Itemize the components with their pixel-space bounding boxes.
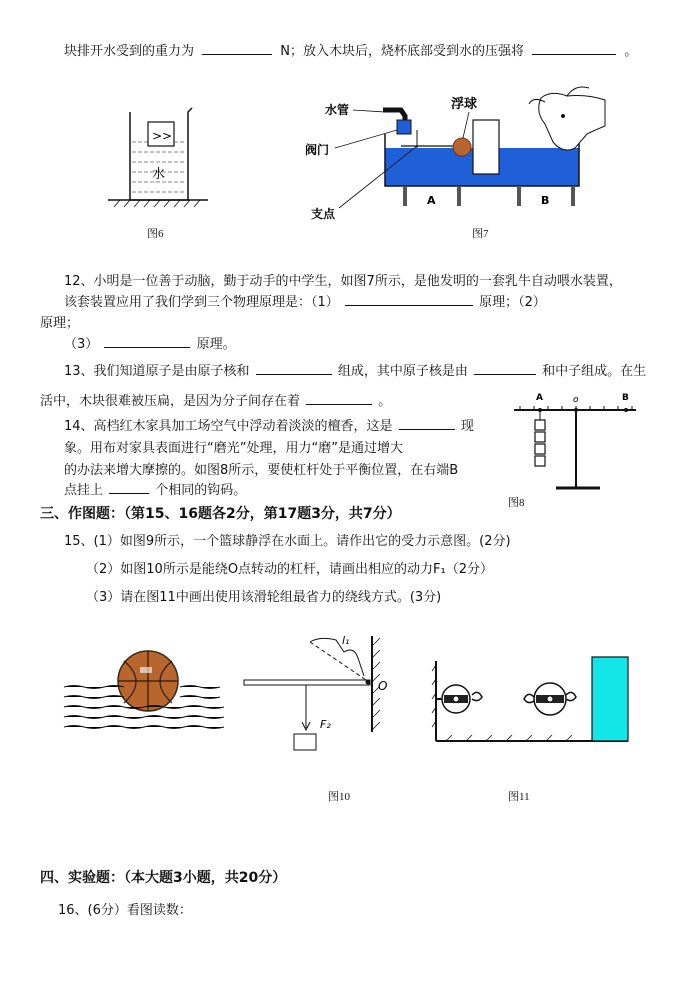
figure-11-caption: 图11 bbox=[508, 791, 530, 803]
answer-blank bbox=[256, 362, 332, 375]
q14-line-3: 的办法来增大摩擦的。如图8所示，要使杠杆处于平衡位置，在右端B bbox=[64, 463, 459, 478]
q14-text: 14、高档红木家具加工场空气中浮动着淡淡的檀香，这是 bbox=[64, 419, 393, 434]
q12-line-2 bbox=[64, 291, 546, 310]
cow-head-illustration bbox=[529, 87, 605, 150]
q14-line-2: 象。用布对家具表面进行“磨光”处理，用力“磨”是通过增大 bbox=[64, 441, 403, 456]
section-3-title: 三、作图题：（第15、16题各2分，第17题3分，共7分） bbox=[40, 506, 401, 522]
q13-line-2 bbox=[40, 390, 391, 409]
q12-text: 原理。 bbox=[196, 337, 236, 352]
answer-blank bbox=[474, 362, 536, 375]
q14-text: 点挂上 bbox=[64, 483, 104, 498]
label-pipe: 水管 bbox=[325, 103, 350, 117]
q12-line-4 bbox=[64, 333, 236, 352]
answer-blank bbox=[306, 392, 372, 405]
q14-line-1 bbox=[64, 415, 474, 434]
figure-8-lever bbox=[510, 392, 640, 492]
figure-6-caption: 图6 bbox=[147, 228, 164, 240]
figure-7-waterer bbox=[305, 90, 595, 220]
q13-line-1 bbox=[64, 360, 646, 379]
q13-text: 组成，其中原子核是由 bbox=[337, 364, 468, 379]
figure-11-pulleys bbox=[432, 655, 632, 745]
water-tank-b bbox=[495, 148, 579, 186]
q15-part-1: 15、(1）如图9所示，一个篮球静浮在水面上。请作出它的受力示意图。(2分) bbox=[64, 534, 511, 549]
figure-9-basketball bbox=[60, 645, 220, 735]
q12-line-3: 原理； bbox=[40, 316, 80, 331]
q11-text-1: 块排开水受到的重力为 bbox=[64, 44, 195, 59]
q12-text: 原理；（2） bbox=[479, 295, 546, 310]
cyan-block bbox=[592, 657, 628, 741]
section-4-title: 四、实验题：（本大题3小题，共20分） bbox=[40, 870, 287, 886]
q11-text-2: N；放入木块后，烧杯底部受到水的压强将 bbox=[280, 44, 525, 59]
svg-text:>>: >> bbox=[152, 129, 173, 143]
label-o: O bbox=[378, 679, 388, 693]
label-b: B bbox=[622, 393, 629, 403]
q15-part-3: （3）请在图11中画出使用该滑轮组最省力的绕线方式。(3分) bbox=[86, 590, 442, 605]
label-valve: 阀门 bbox=[305, 143, 330, 157]
q14-line-4 bbox=[64, 479, 246, 498]
figure-10-lever bbox=[240, 632, 390, 752]
q12-text: （3） bbox=[64, 337, 99, 352]
label-a: A bbox=[536, 393, 543, 403]
figure-7-caption: 图7 bbox=[472, 228, 489, 240]
label-float-ball: 浮球 bbox=[451, 97, 478, 112]
label-a: A bbox=[427, 194, 436, 207]
water-label: 水 bbox=[152, 167, 166, 182]
answer-blank bbox=[399, 417, 455, 430]
answer-blank bbox=[104, 335, 190, 348]
answer-blank bbox=[532, 42, 616, 55]
question-11-tail bbox=[64, 40, 637, 59]
figure-6-beaker bbox=[108, 108, 208, 208]
float-ball bbox=[453, 138, 471, 156]
answer-blank bbox=[345, 293, 473, 306]
q12-text: 该套装置应用了我们学到三个物理原理是：（1） bbox=[64, 295, 339, 310]
answer-blank bbox=[202, 42, 272, 55]
q13-text: 和中子组成。在生 bbox=[542, 364, 647, 379]
q16-heading: 16、(6分）看图读数： bbox=[58, 903, 192, 918]
label-o: o bbox=[573, 395, 579, 405]
figure-10-caption: 图10 bbox=[328, 791, 350, 803]
q14-text: 现 bbox=[460, 419, 474, 434]
q13-text: 活中，木块很难被压扁，是因为分子间存在着 bbox=[40, 394, 301, 409]
label-fulcrum: 支点 bbox=[311, 207, 336, 221]
q13-text: 。 bbox=[378, 394, 392, 409]
label-b: B bbox=[541, 194, 550, 207]
answer-blank bbox=[109, 481, 149, 494]
figure-8-caption: 图8 bbox=[508, 497, 525, 509]
q13-text: 13、我们知道原子是由原子核和 bbox=[64, 364, 250, 379]
q12-line-1: 12、小明是一位善于动脑，勤于动手的中学生，如图7所示，是他发明的一套乳牛自动喂水装置， bbox=[64, 274, 622, 289]
label-l1: l₁ bbox=[342, 634, 350, 647]
q14-text: 个相同的钩码。 bbox=[155, 483, 247, 498]
label-f2: F₂ bbox=[320, 718, 331, 731]
q11-text-3: 。 bbox=[624, 44, 638, 59]
q15-part-2: （2）如图10所示是能绕O点转动的杠杆，请画出相应的动力F₁（2分） bbox=[86, 562, 494, 577]
